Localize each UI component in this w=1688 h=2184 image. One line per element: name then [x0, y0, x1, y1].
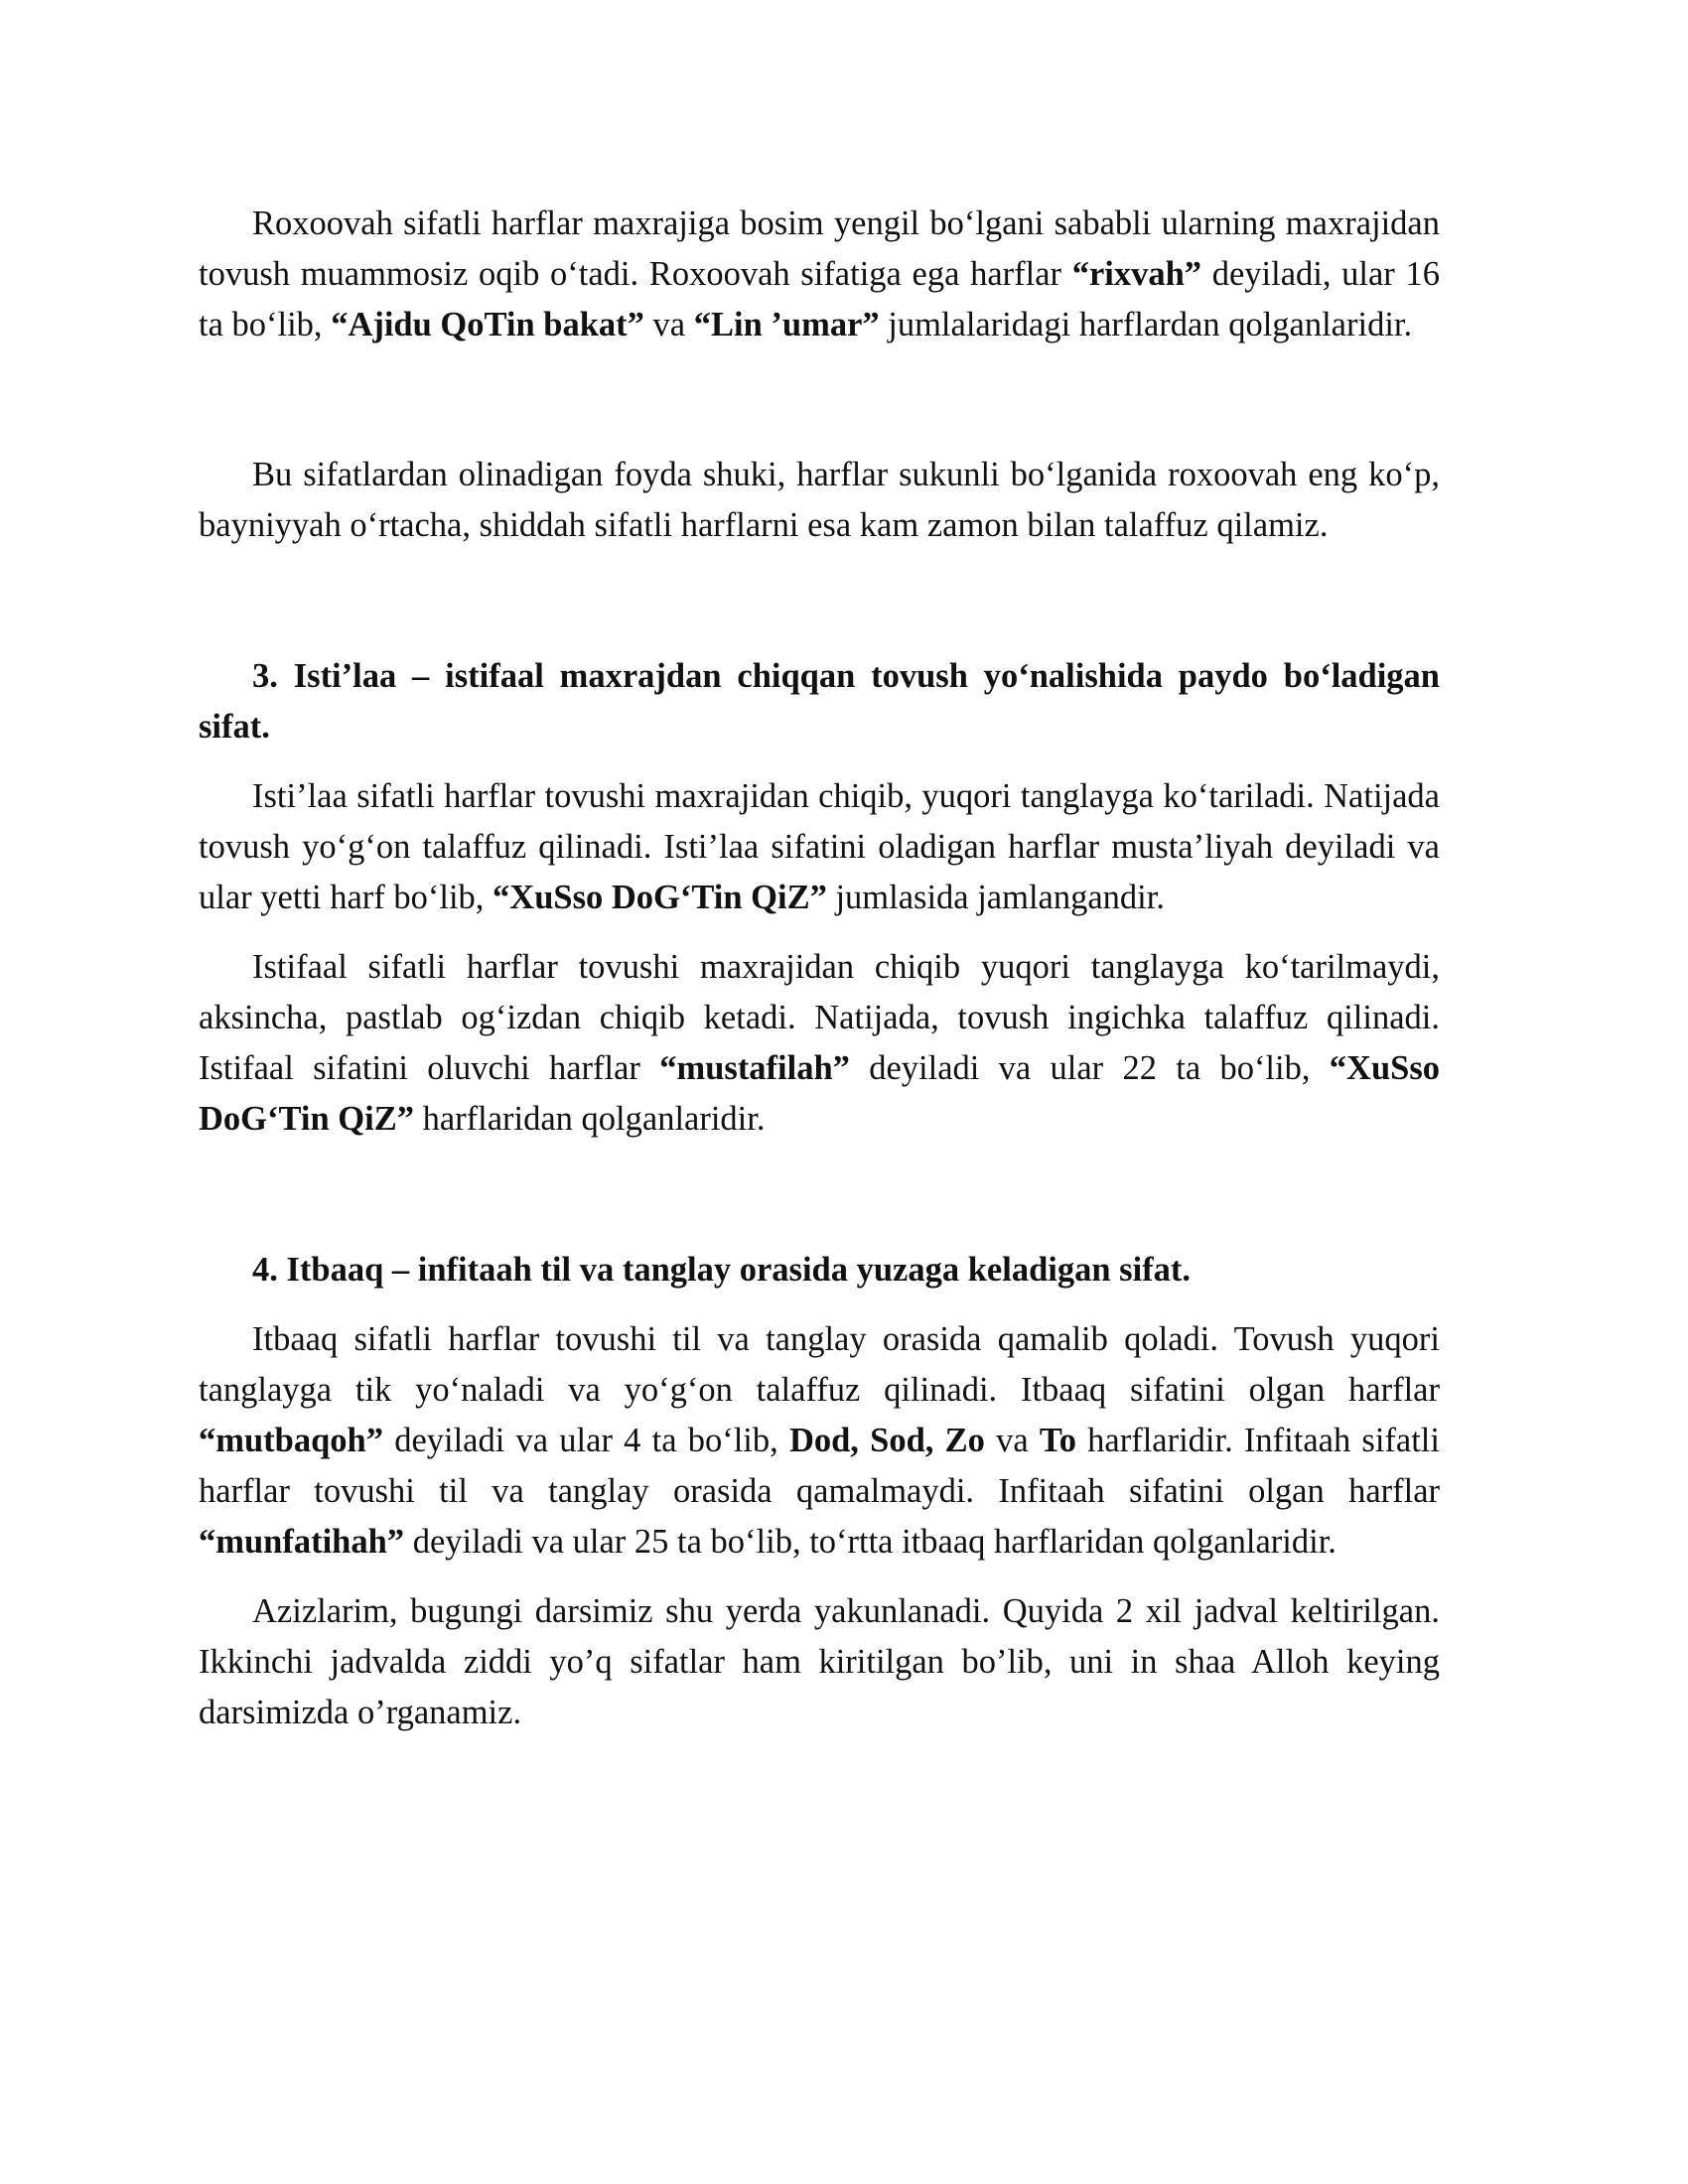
- text-run: Itbaaq sifatli harflar tovushi til va tanglay orasida qamalib qoladi. Tovush yuqori tanglayga tik yoʻnaladi va yoʻgʻon talaffuz qilinadi. Itbaaq sifatini olgan harflar: [199, 1320, 1440, 1409]
- text-run: Bu sifatlardan olinadigan foyda shuki, harflar sukunli boʻlganida roxoovah eng koʻp, bayniyyah oʻrtacha, shiddah sifatli harflarni esa kam zamon bilan talaffuz qilamiz.: [199, 456, 1440, 544]
- bold-term: “mutbaqoh”: [199, 1422, 383, 1459]
- bold-term: Dod, Sod, Zo: [788, 1422, 985, 1459]
- spacer: [199, 752, 1440, 771]
- text-run: jumlasida jamlangandir.: [826, 879, 1165, 916]
- spacer: [199, 1568, 1440, 1586]
- spacer: [199, 1145, 1440, 1245]
- text-run: va: [984, 1422, 1040, 1459]
- bold-term: “XuSso DoGʻTin QiZ”: [199, 1049, 1440, 1138]
- bold-term: “mustafilah”: [659, 1049, 850, 1087]
- section-heading-itbaaq: [199, 1245, 1440, 1296]
- text-run: deyiladi, ular 16 ta boʻlib,: [199, 255, 1440, 343]
- text-run: Istifaal sifatli harflar tovushi maxrajidan chiqib yuqori tanglayga koʻtarilmaydi, aksincha, pastlab ogʻizdan chiqib ketadi. Natijada, tovush ingichka talaffuz qilinadi. Istifaal sifatini oluvchi harflar: [199, 948, 1440, 1087]
- spacer: [199, 923, 1440, 942]
- paragraph-istifaal: [199, 942, 1440, 1145]
- paragraph-itbaaq: [199, 1314, 1440, 1568]
- text-run: Isti’laa sifatli harflar tovushi maxrajidan chiqib, yuqori tanglayga koʻtariladi. Natijada tovush yoʻgʻon talaffuz qilinadi. Isti’laa sifatini oladigan harflar musta’liyah deyiladi va ular yetti harf boʻlib,: [199, 777, 1440, 916]
- text-run: deyiladi va ular 4 ta boʻlib,: [382, 1422, 789, 1459]
- spacer: [199, 1296, 1440, 1314]
- bold-term: “Ajidu QoTin bakat”: [331, 306, 644, 343]
- paragraph-roxoovah: [199, 199, 1440, 350]
- spacer: [199, 551, 1440, 651]
- text-run: va: [643, 306, 694, 343]
- paragraph-istilaa: [199, 771, 1440, 923]
- text-run: deyiladi va ular 22 ta boʻlib,: [849, 1049, 1330, 1087]
- paragraph-foyda: [199, 450, 1440, 551]
- text-run: harflaridir. Infitaah sifatli harflar tovushi til va tanglay orasida qamalmaydi. Infitaah sifatini olgan harflar: [199, 1422, 1440, 1510]
- bold-term: To: [1039, 1422, 1076, 1459]
- text-run: Azizlarim, bugungi darsimiz shu yerda yakunlanadi. Quyida 2 xil jadval keltirilgan. Ikkinchi jadvalda ziddi yo’q sifatlar ham kiritilgan bo’lib, uni in shaa Alloh keying darsimizda o’rganamiz.: [199, 1592, 1440, 1731]
- document-page: [199, 199, 1440, 1738]
- paragraph-closing: [199, 1586, 1440, 1738]
- bold-term: “munfatihah”: [199, 1523, 405, 1561]
- section-heading-istilaa: [199, 651, 1440, 752]
- heading-text: 3. Isti’laa – istifaal maxrajdan chiqqan tovush yoʻnalishida paydo boʻladigan sifat.: [199, 657, 1440, 746]
- heading-text: 4. Itbaaq – infitaah til va tanglay orasida yuzaga keladigan sifat.: [252, 1251, 1192, 1289]
- bold-term: “rixvah”: [1071, 255, 1202, 293]
- text-run: harflaridan qolganlaridir.: [413, 1100, 766, 1138]
- text-run: Roxoovah sifatli harflar maxrajiga bosim yengil boʻlgani sababli ularning maxrajidan tovush muammosiz oqib oʻtadi. Roxoovah sifatiga ega harflar: [199, 205, 1440, 293]
- text-run: jumlalaridagi harflardan qolganlaridir.: [879, 306, 1413, 343]
- bold-term: “XuSso DoGʻTin QiZ”: [492, 879, 827, 916]
- bold-term: “Lin ’umar”: [693, 306, 880, 343]
- spacer: [199, 350, 1440, 450]
- text-run: deyiladi va ular 25 ta boʻlib, toʻrtta itbaaq harflaridan qolganlaridir.: [404, 1523, 1336, 1561]
